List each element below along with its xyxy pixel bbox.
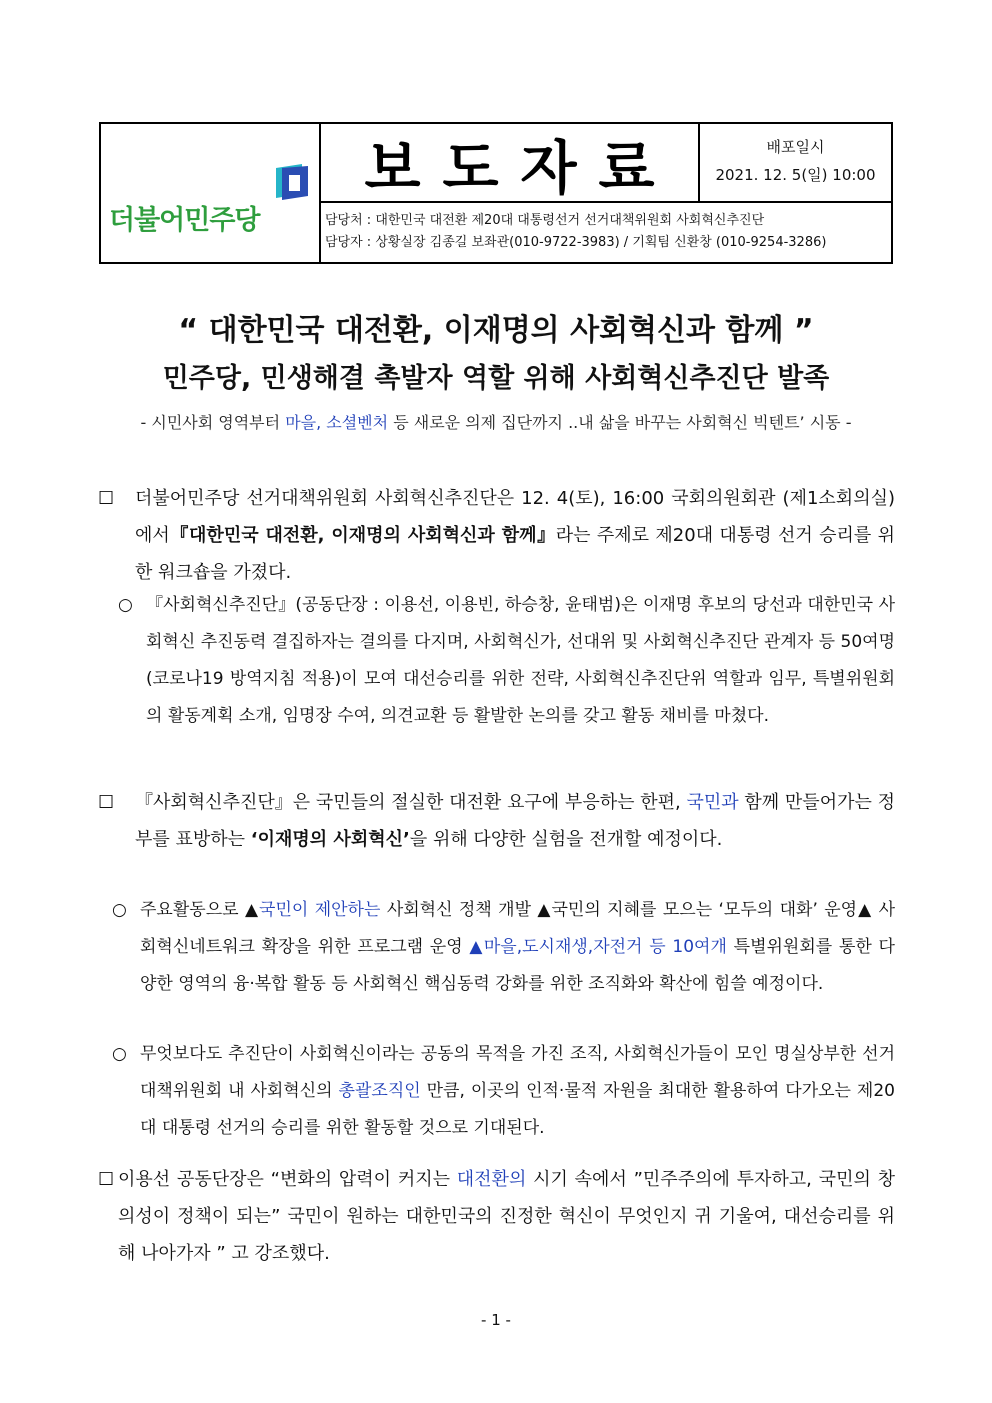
press-release-title-cell bbox=[321, 124, 700, 203]
release-date-label: 배포일시 bbox=[766, 138, 825, 156]
paragraph-text: 을 위해 다양한 실험을 전개할 예정이다. bbox=[409, 829, 723, 850]
tagline-text-start: - 시민사회 영역부터 bbox=[140, 413, 286, 432]
square-bullet-icon: ☐ bbox=[98, 1169, 115, 1190]
highlight-text: ▲마을,도시재생,자전거 등 10여개 bbox=[469, 937, 727, 957]
party-logo-cell bbox=[101, 124, 321, 262]
release-date-value: 2021. 12. 5(일) 10:00 bbox=[715, 166, 876, 184]
paragraph-mission bbox=[98, 784, 895, 858]
paragraph-workshop bbox=[98, 480, 895, 591]
paragraph-text: 사회혁신 정책 개발 ▲국민의 지혜를 모으는 ‘모두의 대화’ 운영▲ 사회혁신네트워크 확장을 위한 프로그램 운영 bbox=[140, 900, 896, 957]
page-number: - 1 - bbox=[481, 1311, 511, 1329]
contact-person: 담당자 : 상황실장 김종길 보좌관(010-9722-3983) / 기획팀 신환창 (010-9254-3286) bbox=[325, 235, 827, 250]
paragraph-text: 이용선 공동단장은 “변화의 압력이 커지는 bbox=[118, 1169, 457, 1190]
paragraph-text: 특별위원회를 통한 다양한 영역의 융·복합 활동 등 사회혁신 핵심동력 강화를 위한 조직화와 확산에 힘쓸 예정이다. bbox=[140, 937, 895, 994]
headline-title: “ 대한민국 대전환, 이재명의 사회혁신과 함께 ” bbox=[178, 313, 814, 348]
circle-bullet-icon: ○ bbox=[118, 595, 133, 615]
paragraph-text: 주요활동으로 ▲ bbox=[140, 900, 260, 920]
circle-bullet-icon: ○ bbox=[112, 900, 127, 920]
contact-department: 담당처 : 대한민국 대전환 제20대 대통령선거 선거대책위원회 사회혁신추진단 bbox=[325, 213, 765, 228]
circle-bullet-icon: ○ bbox=[112, 1044, 127, 1064]
contact-info bbox=[321, 203, 891, 262]
paragraph-text: 시기 속에서 ”민주주의에 투자하고, 국민의 창의성이 정책이 되는” 국민이 원하는 대한민국의 진정한 혁신이 무엇인지 귀 기울여, 대선승리를 위해 나아가자 ” 고 강조했다. bbox=[118, 1169, 896, 1264]
release-date-cell bbox=[700, 124, 891, 203]
tagline-highlight: 마을, 소셜벤처 bbox=[285, 413, 389, 432]
subparagraph-members bbox=[118, 587, 895, 735]
paragraph-text: 『사회혁신추진단』은 국민들의 절실한 대전환 요구에 부응하는 한편, bbox=[135, 792, 687, 813]
paragraph-text: 만큼, 이곳의 인적·물적 자원을 최대한 활용하여 다가오는 제20대 대통령 선거의 승리를 위한 활동할 것으로 기대된다. bbox=[140, 1081, 895, 1138]
paragraph-text: 무엇보다도 추진단이 사회혁신이라는 공동의 목적을 가진 조직, 사회혁신가들이 모인 명실상부한 선거대책위원회 내 사회혁신의 bbox=[140, 1044, 895, 1101]
highlight-text: 국민과 bbox=[686, 792, 739, 813]
paragraph-quote bbox=[98, 1161, 896, 1272]
headline-tagline bbox=[0, 410, 992, 433]
paragraph-text: 라는 주제로 제20대 대통령 선거 승리를 위한 워크숍을 가졌다. bbox=[135, 525, 895, 583]
paragraph-text: 함께 만들어가는 정부를 표방하는 bbox=[135, 792, 895, 850]
party-logo-text: 더불어민주당 bbox=[109, 205, 260, 236]
tagline-text-end: 등 새로운 의제 집단까지 ..내 삶을 바꾸는 사회혁신 빅텐트’ 시동 - bbox=[388, 413, 852, 432]
press-release-header bbox=[99, 122, 893, 264]
square-bullet-icon: ☐ bbox=[98, 792, 115, 813]
highlight-text: 국민이 제안하는 bbox=[259, 900, 381, 920]
highlight-text: 대전환의 bbox=[456, 1169, 527, 1190]
square-bullet-icon: ☐ bbox=[98, 488, 115, 509]
highlight-text: 총괄조직인 bbox=[338, 1081, 421, 1101]
headline-subtitle: 민주당, 민생해결 촉발자 역할 위해 사회혁신추진단 발족 bbox=[162, 363, 830, 394]
press-release-title: 보도자료 bbox=[364, 133, 677, 202]
paragraph-text: 더불어민주당 선거대책위원회 사회혁신추진단은 12. 4(토), 16:00 국회의원회관 (제1소회의실)에서 bbox=[135, 488, 895, 546]
party-logo-icon bbox=[272, 164, 312, 202]
paragraph-text: 『사회혁신추진단』(공동단장 : 이용선, 이용빈, 하승창, 윤태범)은 이재명 후보의 당선과 대한민국 사회혁신 추진동력 결집하자는 결의를 다지며, 사회혁신가, 선대위 및 사회혁신추진단 관계자 등 50여명(코로나19 방역지침 적용)이 모여 대선승리를 위한 전략, 사회혁신추진단위 역할과 임무, 특별위원회의 활동계획 소개, 임명장 수여, 의견교환 등 활발한 논의를 갖고 활동 채비를 마쳤다. bbox=[146, 595, 895, 726]
workshop-theme: 『대한민국 대전환, 이재명의 사회혁신과 함께』 bbox=[169, 525, 556, 546]
subparagraph-expectation bbox=[112, 1036, 895, 1147]
bold-text: ‘이재명의 사회혁신’ bbox=[250, 829, 410, 850]
subparagraph-activities bbox=[112, 892, 896, 1003]
